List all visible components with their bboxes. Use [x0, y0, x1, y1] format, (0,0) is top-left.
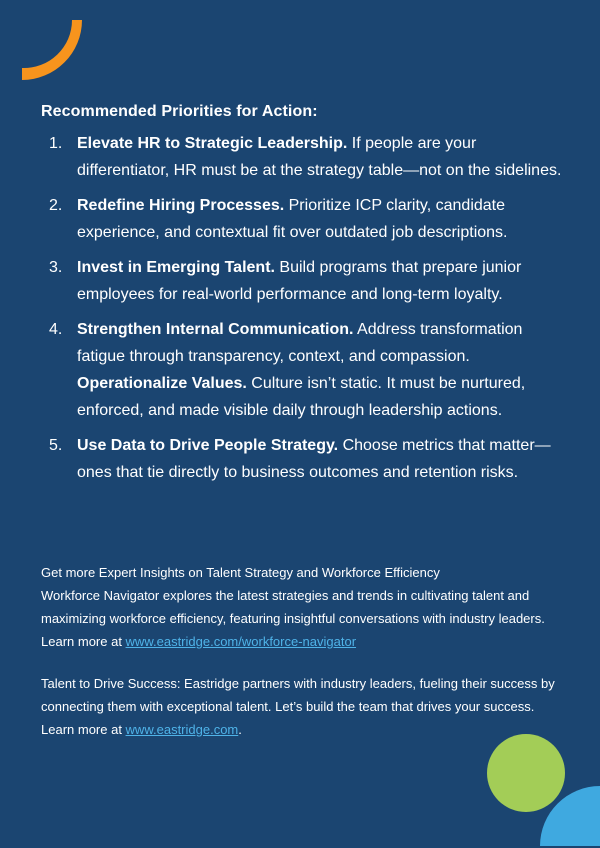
list-item: [41, 130, 566, 184]
item-number: 5.: [49, 437, 63, 454]
list-item: [41, 316, 566, 424]
talent-end: .: [238, 722, 242, 737]
item-text: Choose metrics that matter—ones that tie directly to business outcomes and retention risks.: [77, 437, 551, 481]
item-text: Address transformation fatigue through transparency, context, and compassion.: [77, 321, 523, 365]
list-item: [41, 192, 566, 246]
item-text: If people are your differentiator, HR must be at the strategy table—not on the sidelines.: [77, 135, 562, 179]
item-title: Redefine Hiring Processes.: [77, 197, 285, 214]
item-number: 4.: [49, 321, 63, 338]
priorities-list: [41, 130, 566, 494]
workforce-navigator-link[interactable]: www.eastridge.com/workforce-navigator: [125, 634, 357, 649]
item-title: Invest in Emerging Talent.: [77, 259, 275, 276]
item-subtext: Culture isn’t static. It must be nurtured, enforced, and made visible daily through leadership actions.: [77, 375, 526, 419]
insights-body: Workforce Navigator explores the latest strategies and trends in cultivating talent and maximizing workforce efficiency, featuring insightful conversations with industry leaders. Learn more at: [41, 588, 545, 649]
green-circle-decoration: [487, 734, 565, 812]
eastridge-link[interactable]: www.eastridge.com: [125, 722, 239, 737]
item-number: 2.: [49, 197, 63, 214]
item-text: Build programs that prepare junior employees for real-world performance and long-term loyalty.: [77, 259, 522, 303]
section-heading: Recommended Priorities for Action:: [41, 103, 318, 120]
talent-body: Talent to Drive Success: Eastridge partners with industry leaders, fueling their success by connecting them with exceptional talent. Let’s build the team that drives your success. Learn more at: [41, 676, 555, 737]
item-number: 3.: [49, 259, 63, 276]
list-item: [41, 254, 566, 308]
item-text: Prioritize ICP clarity, candidate experience, and contextual fit over outdated job descriptions.: [77, 197, 508, 241]
insights-headline: Get more Expert Insights on Talent Strategy and Workforce Efficiency: [41, 565, 440, 580]
item-title: Strengthen Internal Communication.: [77, 321, 354, 338]
insights-paragraph: [41, 561, 566, 653]
circle-decorations: [480, 730, 600, 848]
orange-arc-decoration: [18, 16, 88, 86]
item-number: 1.: [49, 135, 63, 152]
item-title: Elevate HR to Strategic Leadership.: [77, 135, 348, 152]
list-item: [41, 432, 566, 486]
item-subtitle: Operationalize Values.: [77, 375, 247, 392]
item-title: Use Data to Drive People Strategy.: [77, 437, 339, 454]
